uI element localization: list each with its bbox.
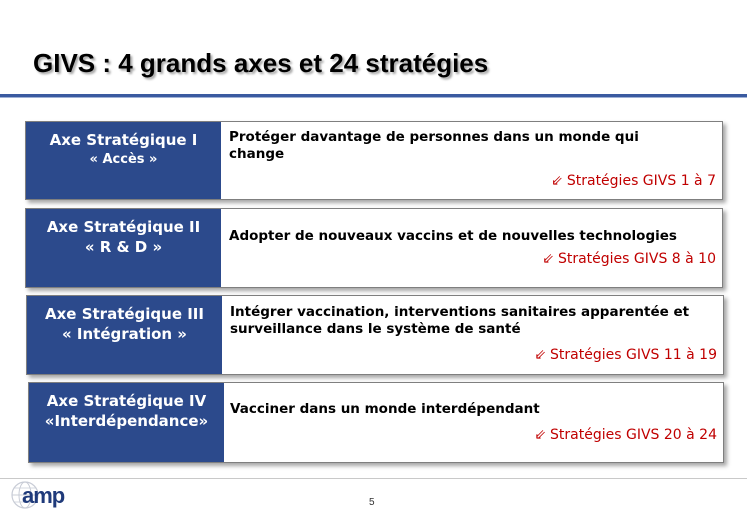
footer-rule (0, 478, 747, 479)
axis-description: Vacciner dans un monde interdépendant (230, 401, 540, 417)
axis-box-2 (25, 208, 723, 288)
axis-label-1 (26, 122, 221, 199)
axis-box-3 (26, 295, 724, 375)
axis-label-title: Axe Stratégique II (46, 218, 201, 236)
axis-label-subtitle: « R & D » (84, 238, 163, 256)
axis-label-3 (27, 296, 222, 374)
axis-strategies: ⇙ Stratégies GIVS 1 à 7 (551, 173, 716, 189)
axis-label-subtitle: « Intégration » (62, 325, 187, 343)
axis-label-title: Axe Stratégique I (49, 131, 198, 149)
arrow-down-left-icon: ⇙ (534, 427, 547, 443)
axis-description: Adopter de nouveaux vaccins et de nouvelles technologies (229, 228, 677, 244)
axis-label-title: Axe Stratégique IV (46, 392, 207, 410)
arrow-down-left-icon: ⇙ (534, 347, 547, 363)
axis-box-1 (25, 121, 723, 200)
slide-title: GIVS : 4 grands axes et 24 stratégies (33, 48, 489, 78)
title-rule-light (0, 97, 747, 98)
axis-strategies: ⇙ Stratégies GIVS 20 à 24 (534, 427, 717, 443)
axis-description: Protéger davantage de personnes dans un monde qui change (229, 129, 639, 162)
axis-label-2 (26, 209, 221, 287)
axis-box-4 (28, 382, 724, 463)
axis-strategies: ⇙ Stratégies GIVS 8 à 10 (542, 251, 716, 267)
logo-text: amp (22, 483, 65, 508)
axis-strategies: ⇙ Stratégies GIVS 11 à 19 (534, 347, 717, 363)
axis-description: Intégrer vaccination, interventions sanitaires apparentée et surveillance dans le système de santé (230, 304, 690, 337)
page-number: 5 (369, 497, 375, 508)
arrow-down-left-icon: ⇙ (551, 173, 563, 189)
axis-label-subtitle: «Interdépendance» (44, 412, 209, 430)
axis-label-title: Axe Stratégique III (45, 305, 204, 323)
axis-label-4 (29, 383, 224, 462)
axis-label-subtitle: « Accès » (89, 152, 158, 167)
amp-logo (10, 480, 70, 514)
arrow-down-left-icon: ⇙ (542, 251, 554, 267)
